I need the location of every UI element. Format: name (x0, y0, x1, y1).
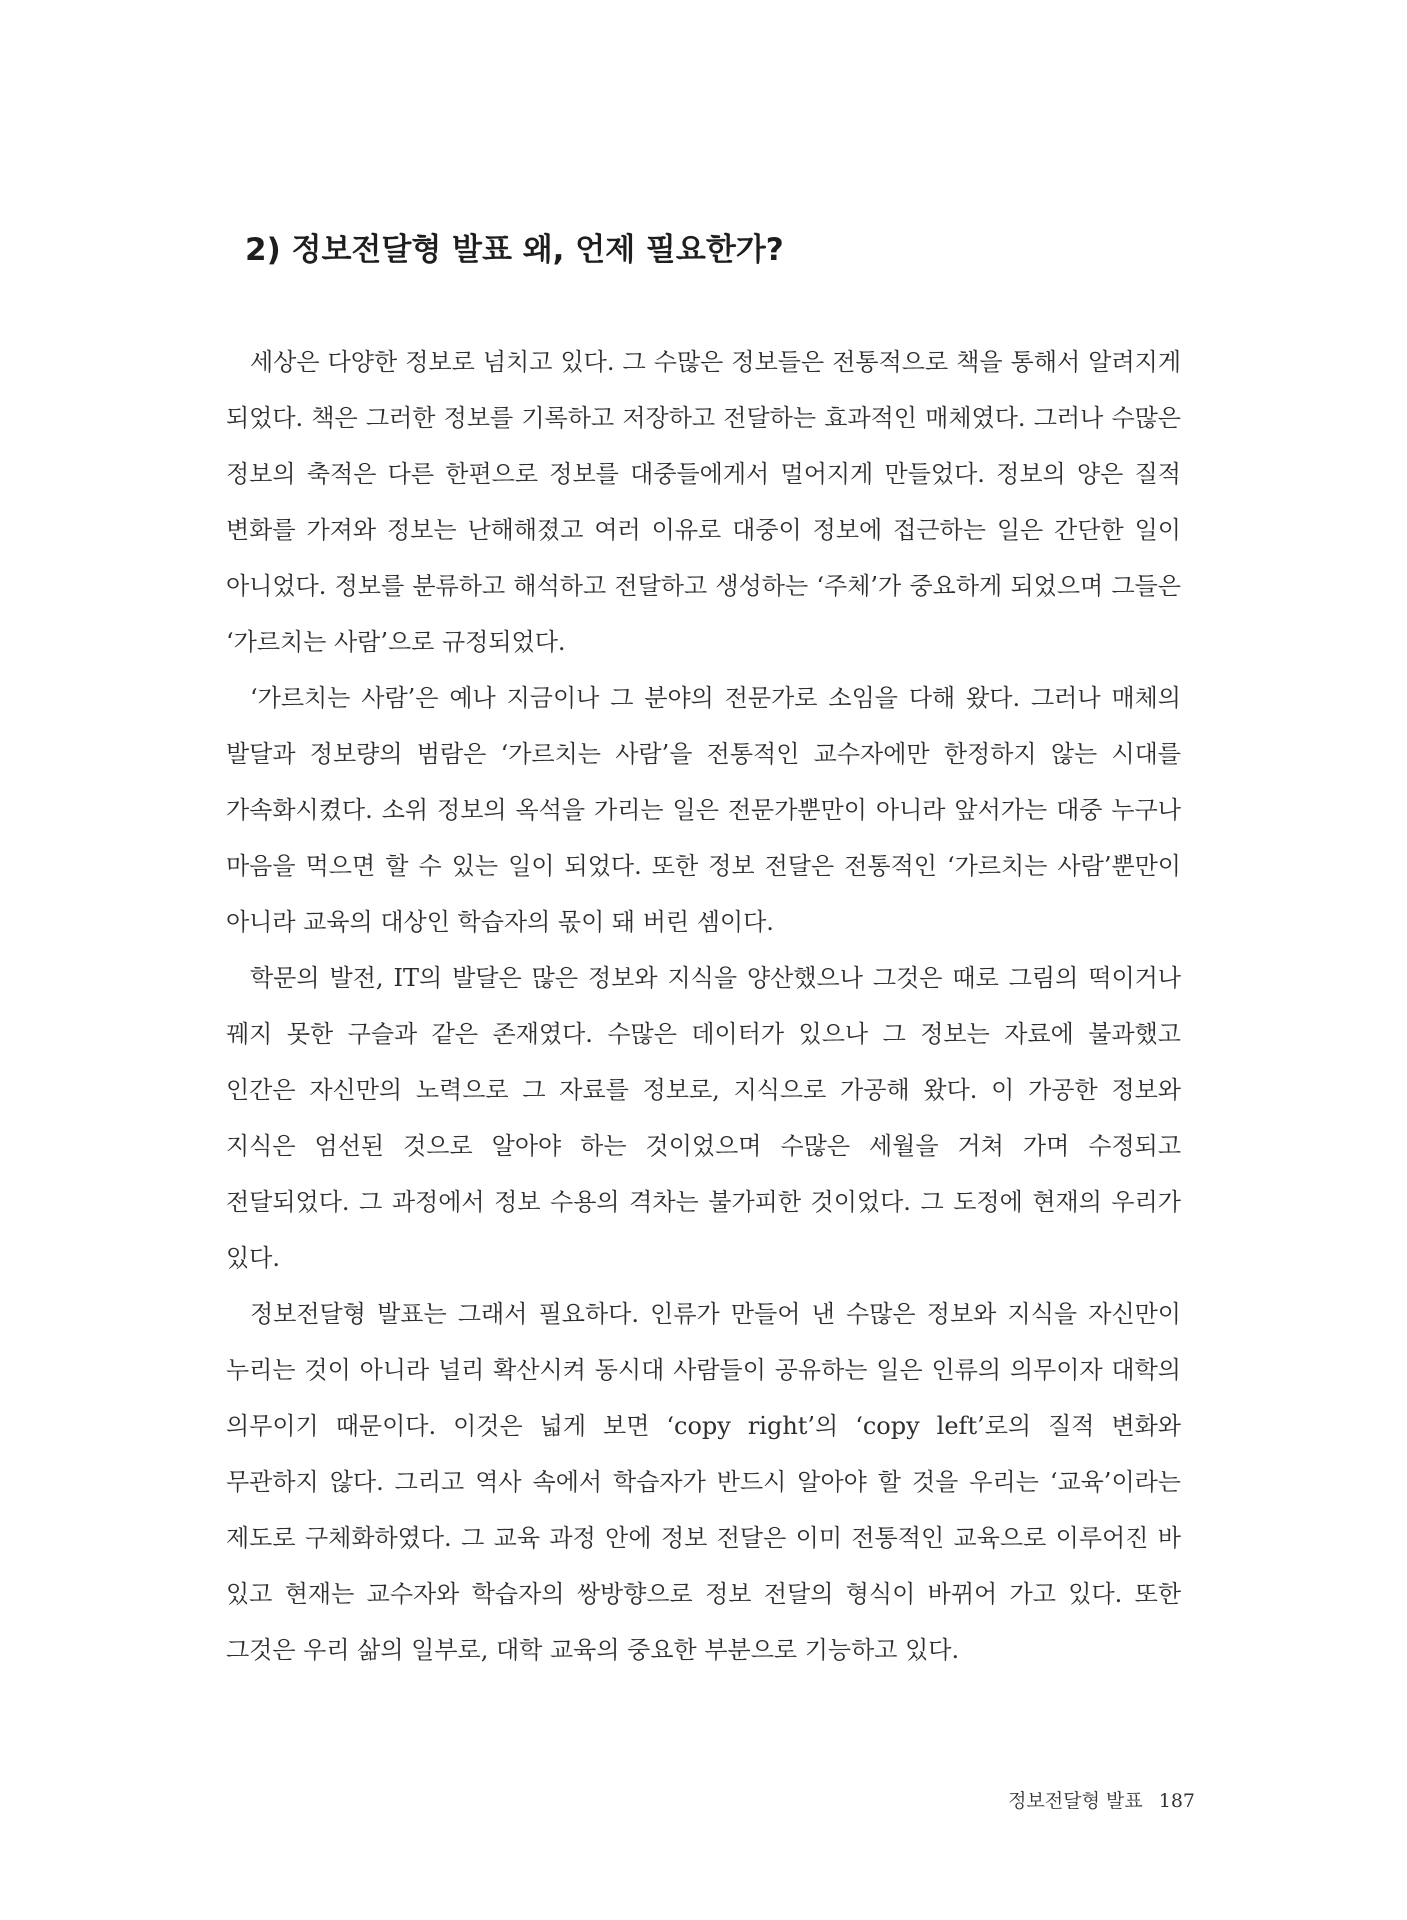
paragraph: 세상은 다양한 정보로 넘치고 있다. 그 수많은 정보들은 전통적으로 책을 통해서 알려지게 되었다. 책은 그러한 정보를 기록하고 저장하고 전달하는 효과적인 매체였다. 그러나 수많은 정보의 축적은 다른 한편으로 정보를 대중들에게서 멀어지게 만들었다. 정보의 양은 질적 변화를 가져와 정보는 난해해졌고 여러 이유로 대중이 정보에 접근하는 일은 간단한 일이 아니었다. 정보를 분류하고 해석하고 전달하고 생성하는 ‘주체’가 중요하게 되었으며 그들은 ‘가르치는 사람’으로 규정되었다. (226, 348, 1181, 656)
paragraph: 학문의 발전, IT의 발달은 많은 정보와 지식을 양산했으나 그것은 때로 그림의 떡이거나 꿰지 못한 구슬과 같은 존재였다. 수많은 데이터가 있으나 그 정보는 자료에 불과했고 인간은 자신만의 노력으로 그 자료를 정보로, 지식으로 가공해 왔다. 이 가공한 정보와 지식은 엄선된 것으로 알아야 하는 것이었으며 수많은 세월을 거쳐 가며 수정되고 전달되었다. 그 과정에서 정보 수용의 격차는 불가피한 것이었다. 그 도정에 현재의 우리가 있다. (226, 964, 1181, 1272)
paragraph: 정보전달형 발표는 그래서 필요하다. 인류가 만들어 낸 수많은 정보와 지식을 자신만이 누리는 것이 아니라 널리 확산시켜 동시대 사람들이 공유하는 일은 인류의 의무이자 대학의 의무이기 때문이다. 이것은 넓게 보면 ‘copy right’의 ‘copy left’로의 질적 변화와 무관하지 않다. 그리고 역사 속에서 학습자가 반드시 알아야 할 것을 우리는 ‘교육’이라는 제도로 구체화하였다. 그 교육 과정 안에 정보 전달은 이미 전통적인 교육으로 이루어진 바 있고 현재는 교수자와 학습자의 쌍방향으로 정보 전달의 형식이 바뀌어 가고 있다. 또한 그것은 우리 삶의 일부로, 대학 교육의 중요한 부분으로 기능하고 있다. (226, 1300, 1182, 1664)
section-heading: 2) 정보전달형 발표 왜, 언제 필요한가? (245, 232, 784, 268)
body-text (226, 334, 1181, 1678)
page-footer (1008, 1786, 1195, 1813)
paragraph: ‘가르치는 사람’은 예나 지금이나 그 분야의 전문가로 소임을 다해 왔다. 그러나 매체의 발달과 정보량의 범람은 ‘가르치는 사람’을 전통적인 교수자에만 한정하지 않는 시대를 가속화시켰다. 소위 정보의 옥석을 가리는 일은 전문가뿐만이 아니라 앞서가는 대중 누구나 마음을 먹으면 할 수 있는 일이 되었다. 또한 정보 전달은 전통적인 ‘가르치는 사람’뿐만이 아니라 교육의 대상인 학습자의 몫이 돼 버린 셈이다. (226, 684, 1181, 936)
page-number: 187 (1158, 1790, 1195, 1812)
running-footer-title: 정보전달형 발표 (1008, 1790, 1143, 1812)
